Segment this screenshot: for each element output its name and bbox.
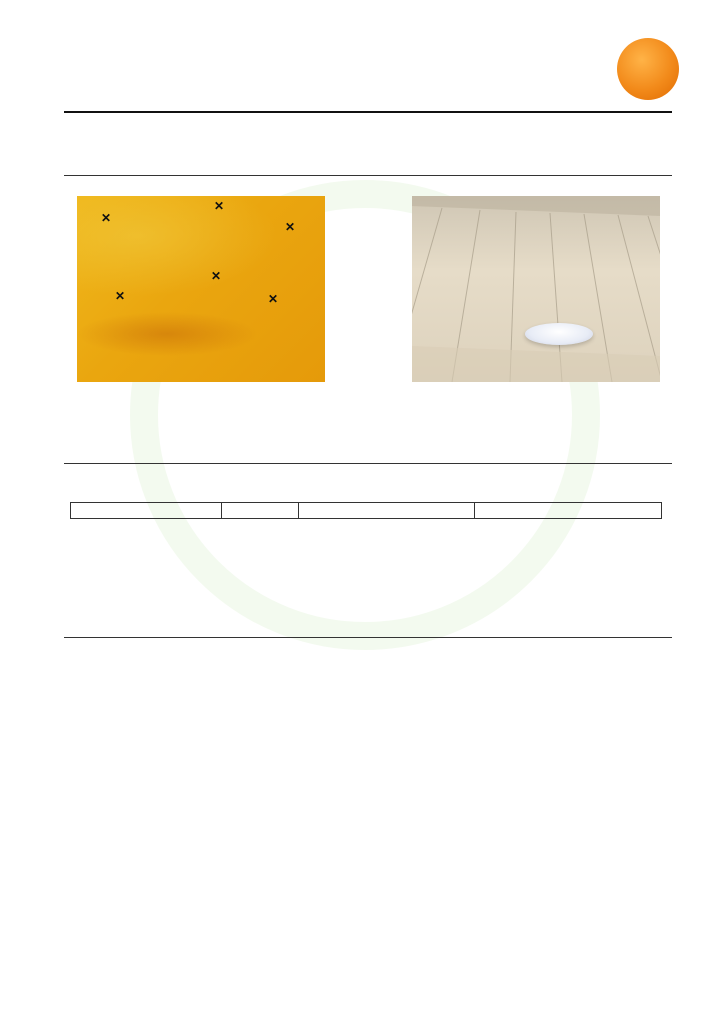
ceiling-photo: [412, 196, 660, 382]
table-header-row: [71, 503, 662, 519]
marker-m5: ✕: [115, 289, 126, 303]
header-divider: [64, 111, 672, 113]
measurements-table: [70, 502, 662, 519]
testo-logo: [617, 38, 679, 100]
marker-m3: ✕: [285, 220, 296, 234]
marker-m1: ✕: [211, 269, 222, 283]
col-objects: [71, 503, 222, 519]
parameters-divider: [64, 463, 672, 464]
col-emissivity-refl: [299, 503, 475, 519]
file-divider: [64, 175, 672, 176]
col-temp: [222, 503, 299, 519]
marker-m4: ✕: [101, 211, 112, 225]
ceiling-lamp: [525, 323, 593, 345]
temperature-scale: [333, 197, 393, 383]
thermal-image: [77, 196, 325, 382]
marker-m6: ✕: [214, 199, 225, 213]
marker-m2: ✕: [268, 292, 279, 306]
col-remarks: [475, 503, 662, 519]
ceiling-boards: [412, 196, 660, 382]
table-divider: [64, 637, 672, 638]
